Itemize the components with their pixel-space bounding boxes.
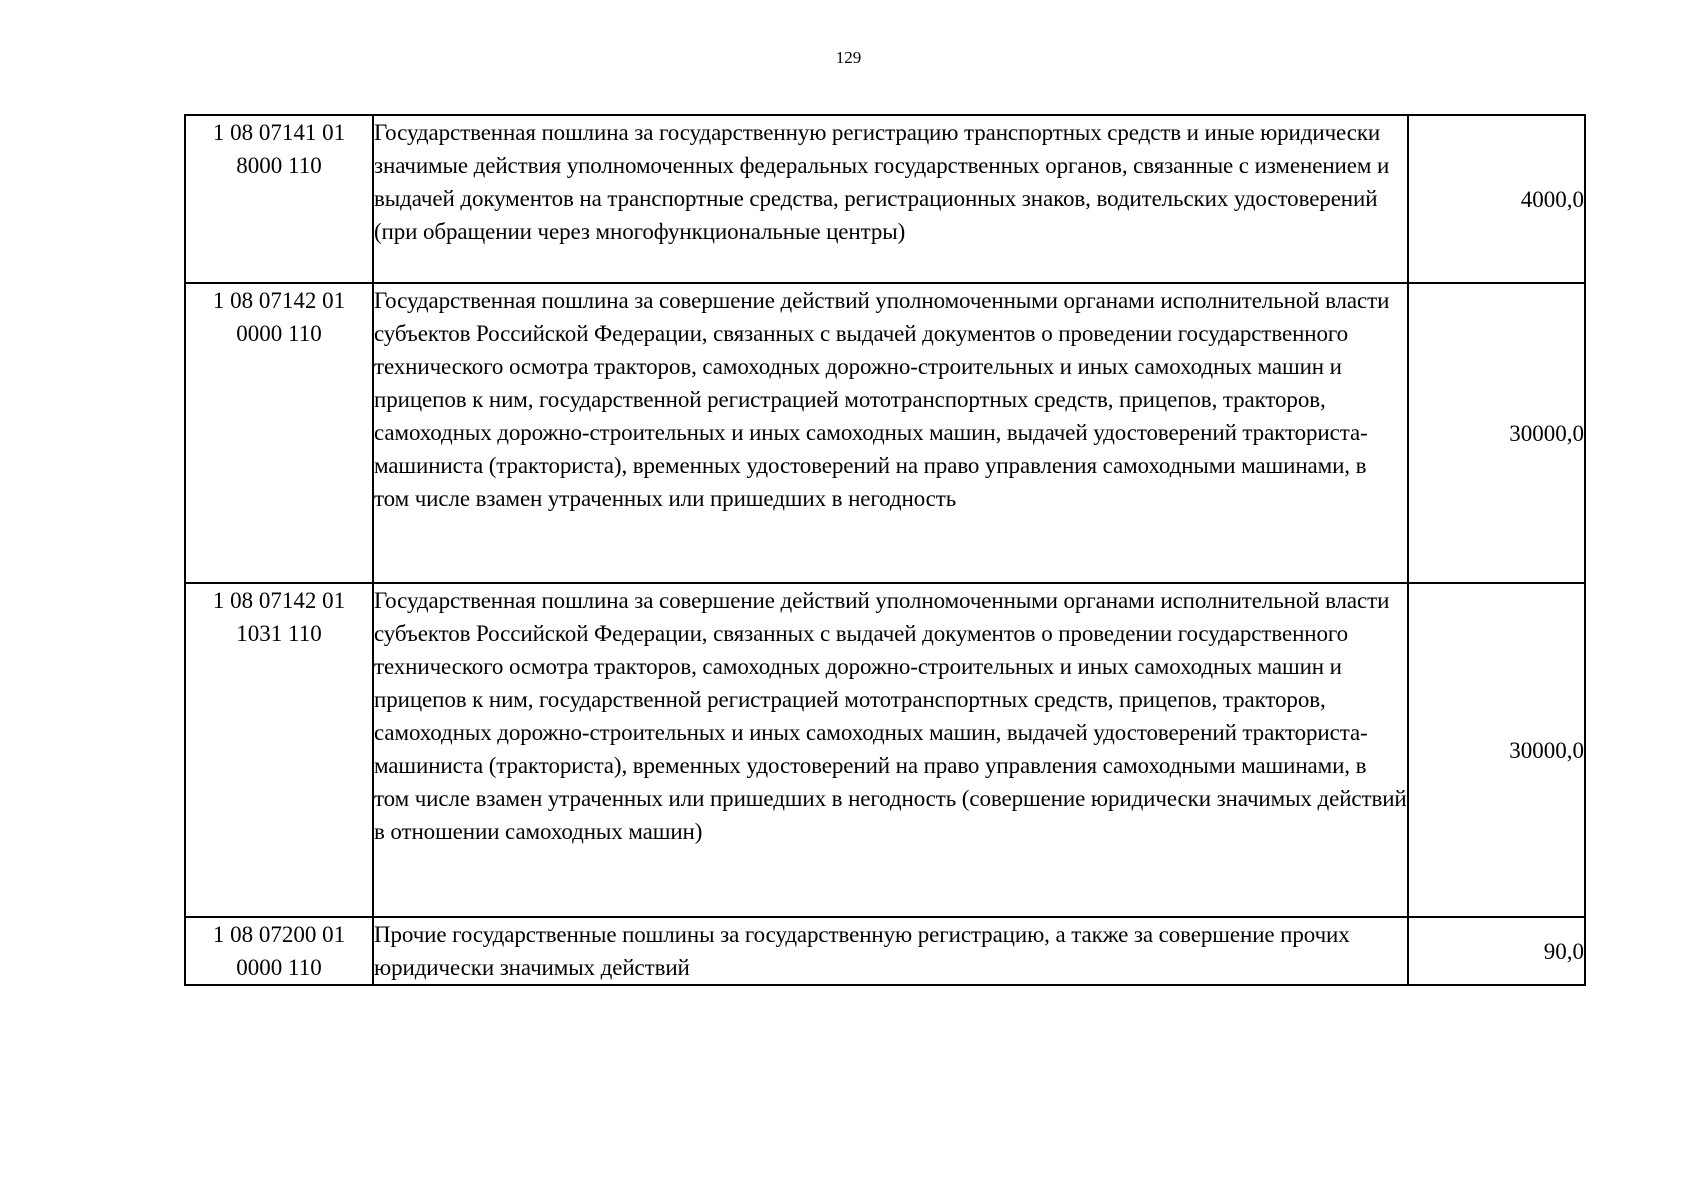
amount-cell: 90,0 (1408, 917, 1585, 985)
budget-code-line: 1 08 07142 01 (212, 588, 346, 613)
budget-code-line: 1 08 07200 01 (212, 922, 346, 947)
amount-cell: 30000,0 (1408, 583, 1585, 917)
page-number: 129 (835, 48, 862, 67)
description-cell: Прочие государственные пошлины за государственную регистрацию, а также за совершение прочих юридически значимых действий (373, 917, 1408, 985)
budget-code-cell (185, 583, 373, 917)
budget-table (184, 114, 1586, 986)
budget-code-line: 1031 110 (236, 621, 322, 646)
table-row (185, 917, 1585, 985)
budget-code-line: 1 08 07142 01 (212, 288, 346, 313)
budget-code-cell (185, 283, 373, 583)
table-row (185, 115, 1585, 283)
table-row (185, 583, 1585, 917)
budget-code-line: 8000 110 (236, 153, 322, 178)
budget-code-line: 1 08 07141 01 (212, 120, 346, 145)
amount-cell: 30000,0 (1408, 283, 1585, 583)
budget-code-cell (185, 917, 373, 985)
budget-code-cell (185, 115, 373, 283)
description-cell: Государственная пошлина за государственную регистрацию транспортных средств и иные юридически значимые действия уполномоченных федеральных государственных органов, связанные с изменением и выдачей документов на транспортные средства, регистрационных знаков, водительских удостоверений (при обращении через многофункциональные центры) (373, 115, 1408, 283)
table-row (185, 283, 1585, 583)
description-cell: Государственная пошлина за совершение действий уполномоченными органами исполнительной власти субъектов Российской Федерации, связанных с выдачей документов о проведении государственного технического осмотра тракторов, самоходных дорожно-строительных и иных самоходных машин и прицепов к ним, государственной регистрацией мототранспортных средств, прицепов, тракторов, самоходных дорожно-строительных и иных самоходных машин, выдачей удостоверений тракториста-машиниста (тракториста), временных удостоверений на право управления самоходными машинами, в том числе взамен утраченных или пришедших в негодность (373, 283, 1408, 583)
budget-code-line: 0000 110 (236, 321, 322, 346)
amount-cell: 4000,0 (1408, 115, 1585, 283)
budget-code-line: 0000 110 (236, 955, 322, 980)
description-cell: Государственная пошлина за совершение действий уполномоченными органами исполнительной власти субъектов Российской Федерации, связанных с выдачей документов о проведении государственного технического осмотра тракторов, самоходных дорожно-строительных и иных самоходных машин и прицепов к ним, государственной регистрацией мототранспортных средств, прицепов, тракторов, самоходных дорожно-строительных и иных самоходных машин, выдачей удостоверений тракториста-машиниста (тракториста), временных удостоверений на право управления самоходными машинами, в том числе взамен утраченных или пришедших в негодность (совершение юридически значимых действий в отношении самоходных машин) (373, 583, 1408, 917)
